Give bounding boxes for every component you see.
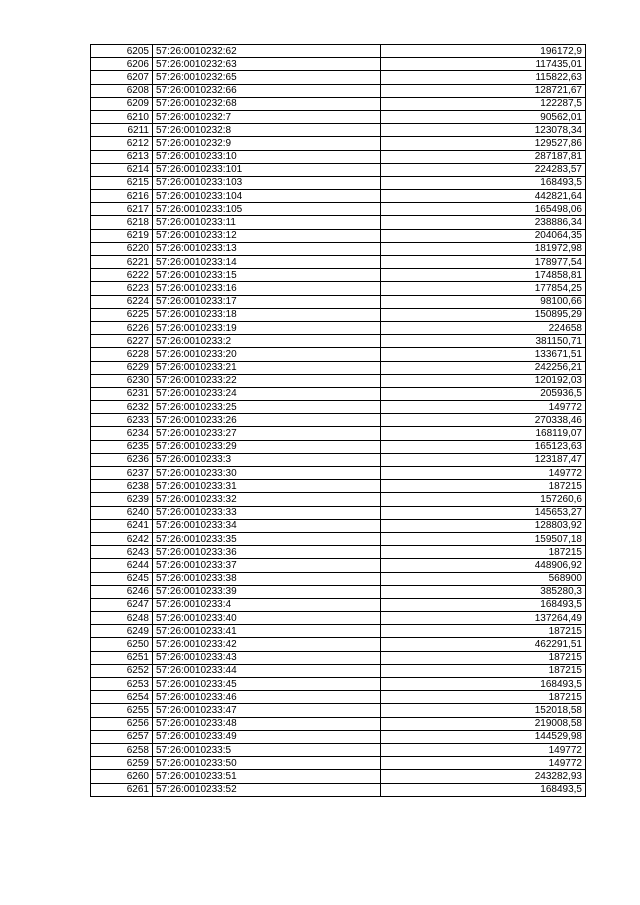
value-cell: 238886,34 (381, 216, 586, 229)
value-cell: 115822,63 (381, 71, 586, 84)
table-row (91, 361, 586, 374)
row-number-cell: 6226 (91, 321, 153, 334)
table-row (91, 374, 586, 387)
table-row (91, 453, 586, 466)
value-cell: 120192,03 (381, 374, 586, 387)
table-row (91, 387, 586, 400)
row-number-cell: 6235 (91, 440, 153, 453)
value-cell: 462291,51 (381, 638, 586, 651)
value-cell: 381150,71 (381, 335, 586, 348)
table-row (91, 97, 586, 110)
row-number-cell: 6211 (91, 124, 153, 137)
table-row (91, 770, 586, 783)
cadastral-number-cell: 57:26:0010233:31 (153, 480, 381, 493)
value-cell: 205936,5 (381, 387, 586, 400)
row-number-cell: 6256 (91, 717, 153, 730)
row-number-cell: 6228 (91, 348, 153, 361)
table-row (91, 743, 586, 756)
value-cell: 150895,29 (381, 308, 586, 321)
row-number-cell: 6248 (91, 612, 153, 625)
cadastral-number-cell: 57:26:0010232:63 (153, 58, 381, 71)
cadastral-number-cell: 57:26:0010232:8 (153, 124, 381, 137)
value-cell: 122287,5 (381, 97, 586, 110)
row-number-cell: 6208 (91, 84, 153, 97)
row-number-cell: 6219 (91, 229, 153, 242)
table-row (91, 612, 586, 625)
cadastral-number-cell: 57:26:0010233:11 (153, 216, 381, 229)
cadastral-number-cell: 57:26:0010232:66 (153, 84, 381, 97)
value-cell: 187215 (381, 664, 586, 677)
cadastral-number-cell: 57:26:0010233:41 (153, 625, 381, 638)
row-number-cell: 6258 (91, 743, 153, 756)
table-row (91, 308, 586, 321)
value-cell: 165498,06 (381, 203, 586, 216)
row-number-cell: 6242 (91, 532, 153, 545)
table-row (91, 163, 586, 176)
table-row (91, 585, 586, 598)
value-cell: 287187,81 (381, 150, 586, 163)
row-number-cell: 6251 (91, 651, 153, 664)
table-row (91, 335, 586, 348)
value-cell: 157260,6 (381, 493, 586, 506)
cadastral-number-cell: 57:26:0010233:26 (153, 414, 381, 427)
row-number-cell: 6232 (91, 401, 153, 414)
row-number-cell: 6233 (91, 414, 153, 427)
cadastral-number-cell: 57:26:0010233:10 (153, 150, 381, 163)
value-cell: 168493,5 (381, 176, 586, 189)
cadastral-number-cell: 57:26:0010233:40 (153, 612, 381, 625)
row-number-cell: 6225 (91, 308, 153, 321)
table-row (91, 638, 586, 651)
value-cell: 137264,49 (381, 612, 586, 625)
row-number-cell: 6213 (91, 150, 153, 163)
cadastral-number-cell: 57:26:0010233:39 (153, 585, 381, 598)
table-row (91, 625, 586, 638)
row-number-cell: 6236 (91, 453, 153, 466)
value-cell: 90562,01 (381, 110, 586, 123)
table-row (91, 150, 586, 163)
cadastral-number-cell: 57:26:0010233:103 (153, 176, 381, 189)
table-row (91, 84, 586, 97)
table-row (91, 493, 586, 506)
value-cell: 168493,5 (381, 783, 586, 796)
value-cell: 159507,18 (381, 532, 586, 545)
cadastral-number-cell: 57:26:0010233:42 (153, 638, 381, 651)
row-number-cell: 6247 (91, 598, 153, 611)
row-number-cell: 6221 (91, 256, 153, 269)
cadastral-number-cell: 57:26:0010233:51 (153, 770, 381, 783)
table-row (91, 757, 586, 770)
table-row (91, 176, 586, 189)
value-cell: 149772 (381, 401, 586, 414)
row-number-cell: 6220 (91, 242, 153, 255)
value-cell: 133671,51 (381, 348, 586, 361)
table-row (91, 598, 586, 611)
value-cell: 98100,66 (381, 295, 586, 308)
row-number-cell: 6252 (91, 664, 153, 677)
cadastral-number-cell: 57:26:0010233:32 (153, 493, 381, 506)
cadastral-number-cell: 57:26:0010233:3 (153, 453, 381, 466)
value-cell: 196172,9 (381, 45, 586, 58)
row-number-cell: 6240 (91, 506, 153, 519)
cadastral-number-cell: 57:26:0010232:62 (153, 45, 381, 58)
cadastral-number-cell: 57:26:0010233:15 (153, 269, 381, 282)
value-cell: 168119,07 (381, 427, 586, 440)
value-cell: 144529,98 (381, 730, 586, 743)
value-cell: 168493,5 (381, 598, 586, 611)
table-row (91, 427, 586, 440)
cadastral-number-cell: 57:26:0010233:33 (153, 506, 381, 519)
value-cell: 129527,86 (381, 137, 586, 150)
table-row (91, 572, 586, 585)
row-number-cell: 6212 (91, 137, 153, 150)
table-row (91, 58, 586, 71)
cadastral-number-cell: 57:26:0010233:47 (153, 704, 381, 717)
value-cell: 385280,3 (381, 585, 586, 598)
value-cell: 128721,67 (381, 84, 586, 97)
row-number-cell: 6237 (91, 467, 153, 480)
cadastral-number-cell: 57:26:0010232:68 (153, 97, 381, 110)
table-row (91, 651, 586, 664)
value-cell: 568900 (381, 572, 586, 585)
cadastral-number-cell: 57:26:0010233:16 (153, 282, 381, 295)
row-number-cell: 6210 (91, 110, 153, 123)
table-row (91, 559, 586, 572)
table-row (91, 519, 586, 532)
cadastral-number-cell: 57:26:0010232:7 (153, 110, 381, 123)
value-cell: 243282,93 (381, 770, 586, 783)
row-number-cell: 6207 (91, 71, 153, 84)
row-number-cell: 6206 (91, 58, 153, 71)
row-number-cell: 6255 (91, 704, 153, 717)
row-number-cell: 6205 (91, 45, 153, 58)
cadastral-number-cell: 57:26:0010233:21 (153, 361, 381, 374)
table-row (91, 678, 586, 691)
cadastral-number-cell: 57:26:0010233:20 (153, 348, 381, 361)
value-cell: 165123,63 (381, 440, 586, 453)
value-cell: 123078,34 (381, 124, 586, 137)
table-row (91, 229, 586, 242)
row-number-cell: 6209 (91, 97, 153, 110)
cadastral-number-cell: 57:26:0010233:52 (153, 783, 381, 796)
value-cell: 152018,58 (381, 704, 586, 717)
table-row (91, 783, 586, 796)
cadastral-value-table (90, 44, 586, 797)
table-row (91, 546, 586, 559)
row-number-cell: 6238 (91, 480, 153, 493)
table-row (91, 467, 586, 480)
row-number-cell: 6234 (91, 427, 153, 440)
row-number-cell: 6217 (91, 203, 153, 216)
row-number-cell: 6243 (91, 546, 153, 559)
value-cell: 187215 (381, 651, 586, 664)
table-row (91, 480, 586, 493)
table-row (91, 691, 586, 704)
row-number-cell: 6214 (91, 163, 153, 176)
row-number-cell: 6224 (91, 295, 153, 308)
table-row (91, 704, 586, 717)
cadastral-number-cell: 57:26:0010233:48 (153, 717, 381, 730)
row-number-cell: 6216 (91, 190, 153, 203)
table-row (91, 137, 586, 150)
row-number-cell: 6250 (91, 638, 153, 651)
row-number-cell: 6254 (91, 691, 153, 704)
cadastral-number-cell: 57:26:0010233:45 (153, 678, 381, 691)
table-row (91, 71, 586, 84)
row-number-cell: 6245 (91, 572, 153, 585)
cadastral-number-cell: 57:26:0010233:50 (153, 757, 381, 770)
table-row (91, 216, 586, 229)
cadastral-number-cell: 57:26:0010233:5 (153, 743, 381, 756)
value-cell: 177854,25 (381, 282, 586, 295)
table-row (91, 256, 586, 269)
cadastral-number-cell: 57:26:0010233:105 (153, 203, 381, 216)
table-row (91, 401, 586, 414)
cadastral-number-cell: 57:26:0010233:44 (153, 664, 381, 677)
row-number-cell: 6230 (91, 374, 153, 387)
cadastral-number-cell: 57:26:0010233:2 (153, 335, 381, 348)
cadastral-number-cell: 57:26:0010233:38 (153, 572, 381, 585)
cadastral-number-cell: 57:26:0010233:25 (153, 401, 381, 414)
cadastral-number-cell: 57:26:0010233:12 (153, 229, 381, 242)
row-number-cell: 6215 (91, 176, 153, 189)
value-cell: 242256,21 (381, 361, 586, 374)
value-cell: 149772 (381, 467, 586, 480)
table-row (91, 414, 586, 427)
cadastral-number-cell: 57:26:0010233:19 (153, 321, 381, 334)
value-cell: 187215 (381, 480, 586, 493)
table-row (91, 203, 586, 216)
table-row (91, 110, 586, 123)
value-cell: 123187,47 (381, 453, 586, 466)
value-cell: 204064,35 (381, 229, 586, 242)
value-cell: 168493,5 (381, 678, 586, 691)
row-number-cell: 6253 (91, 678, 153, 691)
row-number-cell: 6244 (91, 559, 153, 572)
table-row (91, 506, 586, 519)
cadastral-number-cell: 57:26:0010233:30 (153, 467, 381, 480)
value-cell: 174858,81 (381, 269, 586, 282)
row-number-cell: 6261 (91, 783, 153, 796)
row-number-cell: 6260 (91, 770, 153, 783)
cadastral-number-cell: 57:26:0010233:4 (153, 598, 381, 611)
table-row (91, 532, 586, 545)
value-cell: 149772 (381, 757, 586, 770)
table-row (91, 190, 586, 203)
cadastral-number-cell: 57:26:0010233:35 (153, 532, 381, 545)
cadastral-number-cell: 57:26:0010233:46 (153, 691, 381, 704)
cadastral-number-cell: 57:26:0010233:37 (153, 559, 381, 572)
table-row (91, 717, 586, 730)
table-row (91, 664, 586, 677)
cadastral-number-cell: 57:26:0010233:43 (153, 651, 381, 664)
value-cell: 442821,64 (381, 190, 586, 203)
value-cell: 181972,98 (381, 242, 586, 255)
cadastral-number-cell: 57:26:0010233:27 (153, 427, 381, 440)
row-number-cell: 6231 (91, 387, 153, 400)
table-body (91, 45, 586, 797)
table-row (91, 440, 586, 453)
cadastral-number-cell: 57:26:0010233:17 (153, 295, 381, 308)
value-cell: 270338,46 (381, 414, 586, 427)
row-number-cell: 6218 (91, 216, 153, 229)
table-row (91, 45, 586, 58)
table-row (91, 242, 586, 255)
value-cell: 149772 (381, 743, 586, 756)
cadastral-number-cell: 57:26:0010232:65 (153, 71, 381, 84)
value-cell: 224658 (381, 321, 586, 334)
row-number-cell: 6257 (91, 730, 153, 743)
row-number-cell: 6259 (91, 757, 153, 770)
row-number-cell: 6249 (91, 625, 153, 638)
row-number-cell: 6241 (91, 519, 153, 532)
value-cell: 117435,01 (381, 58, 586, 71)
row-number-cell: 6246 (91, 585, 153, 598)
table-row (91, 321, 586, 334)
value-cell: 145653,27 (381, 506, 586, 519)
table-row (91, 282, 586, 295)
value-cell: 128803,92 (381, 519, 586, 532)
cadastral-number-cell: 57:26:0010233:14 (153, 256, 381, 269)
table-row (91, 730, 586, 743)
cadastral-number-cell: 57:26:0010233:36 (153, 546, 381, 559)
table-row (91, 269, 586, 282)
value-cell: 448906,92 (381, 559, 586, 572)
cadastral-number-cell: 57:26:0010232:9 (153, 137, 381, 150)
cadastral-number-cell: 57:26:0010233:49 (153, 730, 381, 743)
cadastral-number-cell: 57:26:0010233:13 (153, 242, 381, 255)
value-cell: 219008,58 (381, 717, 586, 730)
cadastral-number-cell: 57:26:0010233:101 (153, 163, 381, 176)
row-number-cell: 6223 (91, 282, 153, 295)
value-cell: 178977,54 (381, 256, 586, 269)
cadastral-number-cell: 57:26:0010233:24 (153, 387, 381, 400)
table-row (91, 295, 586, 308)
table-row (91, 348, 586, 361)
value-cell: 224283,57 (381, 163, 586, 176)
row-number-cell: 6222 (91, 269, 153, 282)
table-row (91, 124, 586, 137)
cadastral-number-cell: 57:26:0010233:22 (153, 374, 381, 387)
cadastral-number-cell: 57:26:0010233:29 (153, 440, 381, 453)
row-number-cell: 6239 (91, 493, 153, 506)
row-number-cell: 6227 (91, 335, 153, 348)
value-cell: 187215 (381, 625, 586, 638)
cadastral-number-cell: 57:26:0010233:34 (153, 519, 381, 532)
value-cell: 187215 (381, 691, 586, 704)
value-cell: 187215 (381, 546, 586, 559)
cadastral-number-cell: 57:26:0010233:18 (153, 308, 381, 321)
cadastral-number-cell: 57:26:0010233:104 (153, 190, 381, 203)
row-number-cell: 6229 (91, 361, 153, 374)
